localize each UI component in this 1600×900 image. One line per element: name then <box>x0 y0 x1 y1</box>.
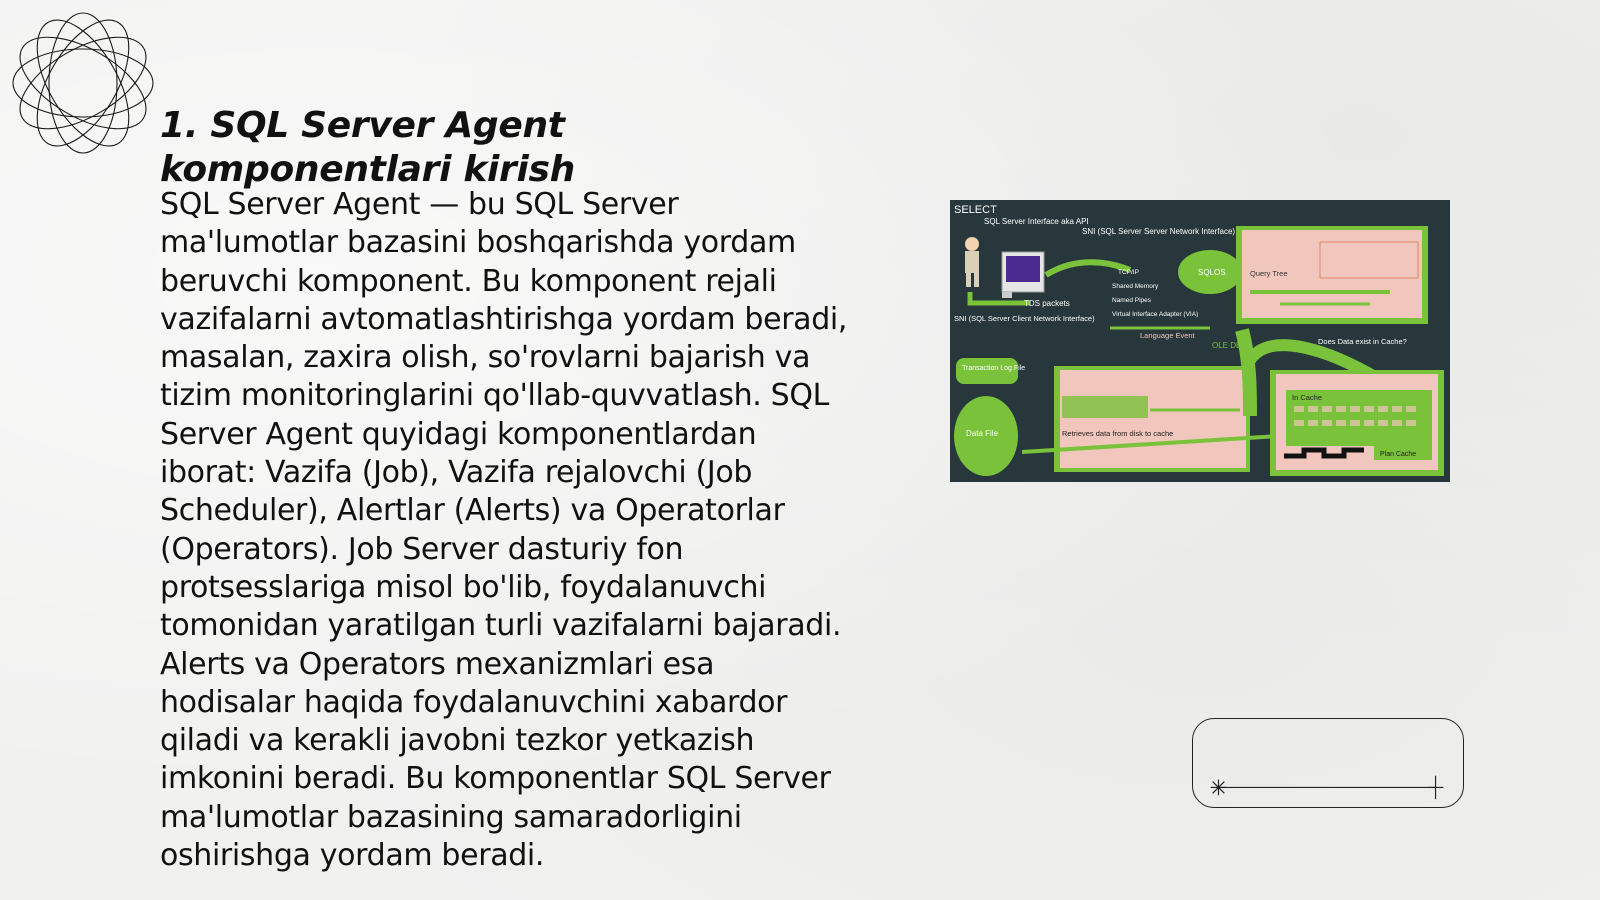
decorative-rounded-frame <box>1192 718 1464 808</box>
diagram-interface-api-label: SQL Server Interface aka API <box>984 217 1089 226</box>
diagram-retrieves-label: Retrieves data from disk to cache <box>1062 429 1174 438</box>
sql-architecture-diagram <box>950 200 1450 482</box>
starburst-icon <box>1211 780 1227 796</box>
slide-body-text: SQL Server Agent — bu SQL Server ma'lumotlar bazasini boshqarishda yordam beruvchi komponent. Bu komponent rejali vazifalarni avtomatlashtirishga yordam beradi, masalan, zaxira olish, so'rovlarni bajarish va tizim monitoringlarini qo'llab-quvvatlash. SQL Server Agent quyidagi komponentlardan iborat: Vazifa (Job), Vazifa rejalovchi (Job Scheduler), Alertlar (Alerts) va Operatorlar (Operators). Job Server dasturiy fon protsesslariga misol bo'lib, foydalanuvchi tomonidan yaratilgan turli vazifalarni bajaradi. Alerts va Operators mexanizmlari esa hodisalar haqida foydalanuvchini xabardor qiladi va kerakli javobni tezkor yetkazish imkonini beradi. Bu komponentlar SQL Server ma'lumotlar bazasining samaradorligini oshirishga yordam beradi. <box>160 187 848 874</box>
diagram-cache-question-label: Does Data exist in Cache? <box>1318 337 1407 346</box>
diagram-language-event-label: Language Event <box>1140 331 1195 340</box>
diagram-ole-db-label: OLE DB <box>1212 341 1242 350</box>
protocol-item: Virtual Interface Adapter (VIA) <box>1112 311 1199 318</box>
diagram-sqlos-label: SQLOS <box>1198 268 1226 277</box>
diagram-plan-cache-label: Plan Cache <box>1380 451 1417 458</box>
protocol-item: TCP/IP <box>1118 269 1139 276</box>
client-person-icon <box>965 237 979 287</box>
diagram-select-label: SELECT <box>954 204 997 216</box>
client-computer-icon <box>1002 252 1044 298</box>
slide-title: 1. SQL Server Agent komponentlari kirish <box>160 105 575 190</box>
diagram-sni-server-label: SNI (SQL Server Server Network Interface) <box>1082 227 1236 236</box>
protocol-item: Shared Memory <box>1112 283 1159 290</box>
diagram-data-file-label: Data File <box>966 429 999 438</box>
diagram-in-cache-label: In Cache <box>1292 393 1323 402</box>
diagram-tds-packets-label: TDS packets <box>1024 299 1070 308</box>
protocol-item: Named Pipes <box>1112 297 1152 304</box>
orbit-rings-logo <box>8 8 158 158</box>
crosshair-icon <box>1428 776 1444 799</box>
diagram-transaction-log-label: Transaction Log File <box>962 365 1026 372</box>
diagram-query-tree-label: Query Tree <box>1250 269 1288 278</box>
diagram-sni-client-label: SNI (SQL Server Client Network Interface) <box>954 314 1095 323</box>
